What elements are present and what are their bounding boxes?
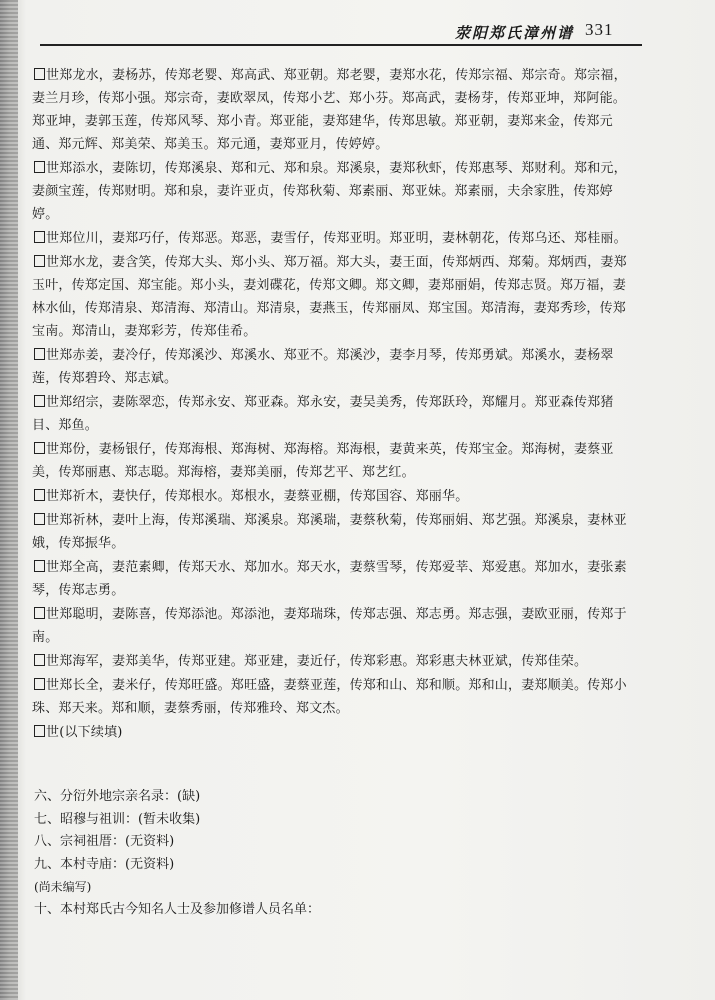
genealogy-entry: 世(以下续填): [32, 721, 638, 744]
genealogy-entry: 世郑添水，妻陈切，传郑溪泉、郑和元、郑和泉。郑溪泉，妻郑秋虾，传郑惠琴、郑财利。郑和元，妻颜宝莲，传郑财明。郑和泉，妻许亚贞，传郑秋菊、郑素丽、郑亚妹。郑素丽，夫余家胜，传郑婷婷。: [32, 161, 627, 222]
page-header: [455, 18, 695, 46]
blank-box-icon: [34, 395, 45, 407]
genealogy-entry: 世郑全高，妻范素卿，传郑天水、郑加水。郑天水，妻蔡雪琴，传郑爱莘、郑爱惠。郑加水，妻张素琴，传郑志勇。: [32, 560, 627, 598]
genealogy-entry: 世郑赤姜，妻冷仔，传郑溪沙、郑溪水、郑亚不。郑溪沙，妻李月琴，传郑勇斌。郑溪水，妻杨翠莲，传郑碧玲、郑志斌。: [32, 348, 614, 386]
genealogy-entry: 世郑水龙，妻含笑，传郑大头、郑小头、郑万福。郑大头，妻王面，传郑炳西、郑菊。郑炳西，妻郑玉叶，传郑定国、郑宝能。郑小头，妻刘碟花，传郑文卿。郑文卿，妻郑丽娟，传郑志贤。郑万福，妻林水仙，传郑清泉、郑清海、郑清山。郑清泉，妻燕玉，传郑丽凤、郑宝国。郑清海，妻郑秀珍，传郑宝南。郑清山，妻郑彩芳，传郑佳希。: [32, 255, 627, 339]
genealogy-entry: 世郑祈木，妻快仔，传郑根水。郑根水，妻蔡亚棚，传郑国容、郑丽华。: [32, 485, 638, 508]
section-heading: 十、本村郑氏古今知名人士及参加修谱人员名单：: [34, 901, 321, 917]
chapter-sections: [34, 786, 634, 921]
header-rule: [40, 44, 642, 46]
blank-box-icon: [34, 678, 45, 690]
blank-box-icon: [34, 161, 45, 173]
section-heading: 七、昭穆与祖训：(暂未收集): [34, 811, 201, 827]
blank-box-icon: [34, 513, 45, 525]
blank-box-icon: [34, 607, 45, 619]
blank-box-icon: [34, 489, 45, 501]
section-note: (尚未编写): [34, 880, 92, 894]
genealogy-entry: 世郑聪明，妻陈喜，传郑添池。郑添池，妻郑瑞珠，传郑志强、郑志勇。郑志强，妻欧亚丽，传郑于南。: [32, 607, 627, 645]
blank-box-icon: [34, 560, 45, 572]
blank-box-icon: [34, 68, 45, 80]
running-title: 荥阳郑氏漳州谱: [455, 24, 575, 42]
genealogy-entry: 世郑长全，妻米仔，传郑旺盛。郑旺盛，妻蔡亚莲，传郑和山、郑和顺。郑和山，妻郑顺美。传郑小珠、郑天来。郑和顺，妻蔡秀丽，传郑雅玲、郑文杰。: [32, 678, 627, 716]
genealogy-entry: 世郑份，妻杨银仔，传郑海根、郑海树、郑海榕。郑海根，妻黄来英，传郑宝金。郑海树，妻蔡亚美，传郑丽惠、郑志聪。郑海榕，妻郑美丽，传郑艺平、郑艺红。: [32, 442, 614, 480]
section-heading: 九、本村寺庙：(无资料): [34, 856, 175, 872]
blank-box-icon: [34, 255, 45, 267]
blank-box-icon: [34, 231, 45, 243]
genealogy-entry: 世郑位川，妻郑巧仔，传郑恶。郑恶，妻雪仔，传郑亚明。郑亚明，妻林朝花，传郑乌还、郑桂丽。: [32, 227, 638, 250]
genealogy-entry: 世郑绍宗，妻陈翠恋，传郑永安、郑亚森。郑永安，妻吴美秀，传郑跃玲，郑耀月。郑亚森传郑猪目、郑鱼。: [32, 395, 614, 433]
section-heading: 八、宗祠祖厝：(无资料): [34, 834, 175, 849]
blank-box-icon: [34, 654, 45, 666]
genealogy-entry: 世郑祈林，妻叶上海，传郑溪瑞、郑溪泉。郑溪瑞，妻蔡秋菊，传郑丽娟、郑艺强。郑溪泉，妻林亚娥，传郑振华。: [32, 513, 627, 551]
blank-box-icon: [34, 348, 45, 360]
blank-box-icon: [34, 725, 45, 737]
page-number: 331: [585, 20, 614, 39]
genealogy-entries: [32, 64, 638, 745]
genealogy-entry: 世郑海军，妻郑美华，传郑亚建。郑亚建，妻近仔，传郑彩惠。郑彩惠夫林亚斌，传郑佳荣。: [32, 650, 638, 673]
blank-box-icon: [34, 442, 45, 454]
genealogy-entry: 世郑龙水，妻杨苏，传郑老婴、郑高武、郑亚朝。郑老婴，妻郑水花，传郑宗福、郑宗奇。郑宗福，妻兰月珍，传郑小强。郑宗奇，妻欧翠凤，传郑小艺、郑小芬。郑高武，妻杨芽，传郑亚坤，郑阿能。郑亚坤，妻郭玉莲，传郑风琴、郑小青。郑亚能，妻郑建华，传郑思敏。郑亚朝，妻郑来金，传郑元通、郑元辉、郑美荣、郑美玉。郑元通，妻郑亚月，传婷婷。: [32, 68, 627, 152]
section-heading: 六、分衍外地宗亲名录：(缺): [34, 789, 201, 804]
page-binding-shadow: [0, 0, 18, 1000]
